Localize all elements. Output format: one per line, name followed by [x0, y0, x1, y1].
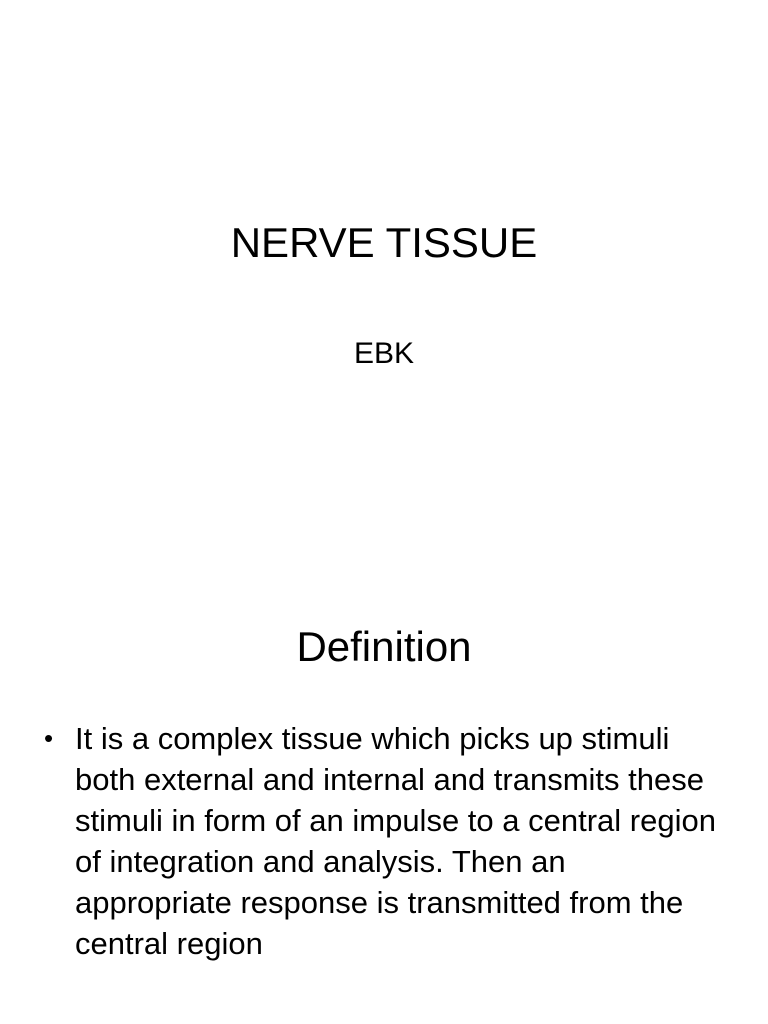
- slide-title: NERVE TISSUE: [230, 219, 538, 266]
- slide-title: Definition: [296, 623, 472, 670]
- definition-slide: [0, 512, 768, 1024]
- bullet-item: [40, 718, 730, 964]
- bullet-text: It is a complex tissue which picks up stimuli both external and internal and transmits these stimuli in form of an impulse to a central region of integration and analysis. Then an appropriate response is transmitted from the central region: [75, 721, 716, 961]
- bullet-list: [40, 718, 730, 964]
- slide-subtitle: EBK: [353, 337, 415, 370]
- bullet-icon: •: [44, 723, 54, 753]
